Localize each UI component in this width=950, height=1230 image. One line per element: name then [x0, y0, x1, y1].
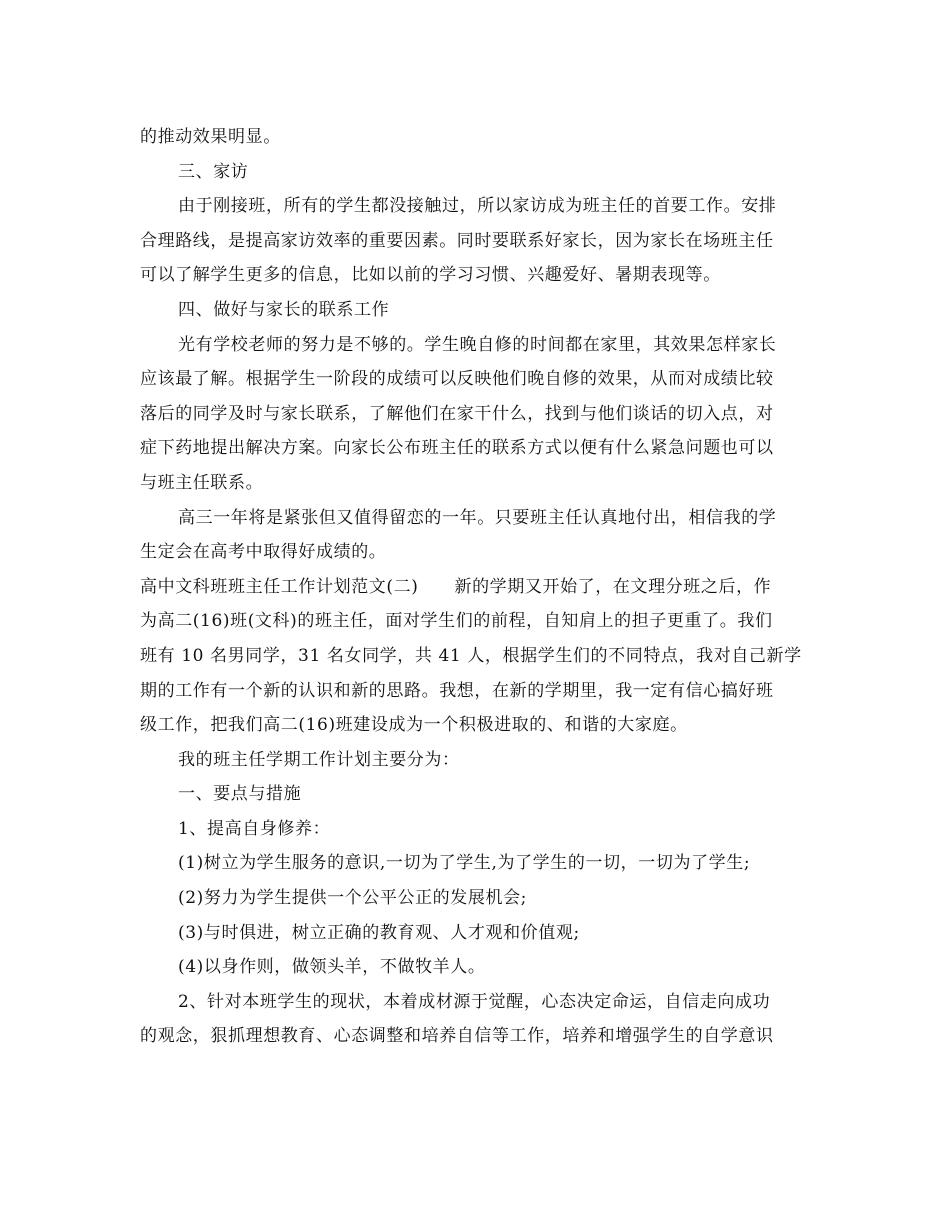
paragraph-line: 的观念，狠抓理想教育、心态调整和培养自信等工作，培养和增强学生的自学意识: [140, 1026, 774, 1047]
paragraph-line: 为高二(16)班(文科)的班主任，面对学生们的前程，自知肩上的担子更重了。我们: [140, 611, 773, 632]
paragraph-line: 落后的同学及时与家长联系，了解他们在家干什么，找到与他们谈话的切入点，对: [140, 403, 774, 424]
section-heading-parent-contact: 四、做好与家长的联系工作: [178, 299, 390, 320]
paragraph-line: 高三一年将是紧张但又值得留恋的一年。只要班主任认真地付出，相信我的学: [178, 507, 777, 528]
paragraph-line: 由于刚接班，所有的学生都没接触过，所以家访成为班主任的首要工作。安排: [178, 196, 777, 217]
paragraph-line: 的推动效果明显。: [140, 127, 281, 147]
paragraph-line: 级工作，把我们高二(16)班建设成为一个积极进取的、和谐的大家庭。: [140, 715, 688, 736]
paragraph-line: 合理路线，是提高家访效率的重要因素。同时要联系好家长，因为家长在场班主任: [140, 230, 774, 251]
section-heading-key-points: 一、要点与措施: [178, 784, 302, 805]
paragraph-line: 症下药地提出解决方案。向家长公布班主任的联系方式以便有什么紧急问题也可以: [140, 438, 774, 459]
paragraph-line: 班有 10 名男同学，31 名女同学，共 41 人，根据学生们的不同特点，我对自己新学: [140, 645, 802, 666]
paragraph-line: 应该最了解。根据学生一阶段的成绩可以反映他们晚自修的效果，从而对成绩比较: [140, 369, 774, 390]
list-item: (3)与时俱进，树立正确的教育观、人才观和价值观;: [178, 922, 580, 943]
paragraph-text: 新的学期又开始了，在文理分班之后，作: [454, 576, 772, 597]
section-heading-home-visit: 三、家访: [178, 161, 249, 182]
paragraph-line: 可以了解学生更多的信息，比如以前的学习习惯、兴趣爱好、暑期表现等。: [140, 265, 721, 286]
list-item: (1)树立为学生服务的意识,一切为了学生,为了学生的一切，一切为了学生;: [178, 853, 751, 874]
document-title: 高中文科班班主任工作计划范文(二): [140, 576, 419, 597]
document-title-line: [140, 570, 814, 605]
paragraph-line: 生定会在高考中取得好成绩的。: [140, 542, 387, 563]
document-body: [140, 120, 814, 1054]
paragraph-line: 我的班主任学期工作计划主要分为：: [178, 749, 460, 770]
list-item: (4)以身作则，做领头羊，不做牧羊人。: [178, 957, 486, 978]
paragraph-line: 光有学校老师的努力是不够的。学生晚自修的时间都在家里，其效果怎样家长: [178, 334, 777, 355]
paragraph-line: 与班主任联系。: [140, 472, 264, 493]
list-item: 2、针对本班学生的现状，本着成材源于觉醒，心态决定命运，自信走向成功: [178, 991, 771, 1012]
list-item: (2)努力为学生提供一个公平公正的发展机会;: [178, 888, 528, 909]
paragraph-line: 期的工作有一个新的认识和新的思路。我想，在新的学期里，我一定有信心搞好班: [140, 680, 774, 701]
list-item: 1、提高自身修养：: [178, 818, 331, 839]
